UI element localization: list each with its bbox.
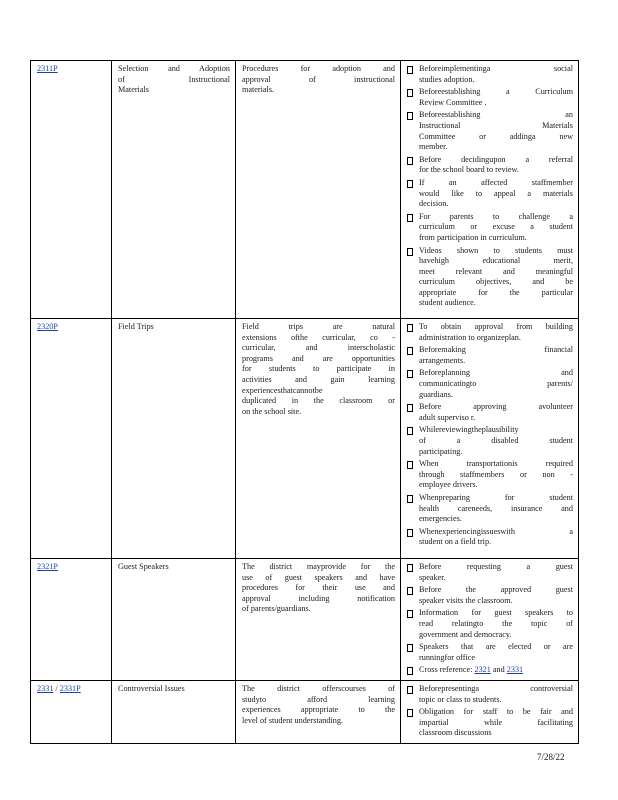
list-item-line: Committee or addinga new bbox=[419, 131, 573, 141]
policy-description bbox=[242, 684, 395, 726]
policy-title-cell bbox=[112, 319, 236, 559]
policy-page bbox=[30, 60, 578, 744]
list-item bbox=[407, 707, 573, 739]
policy-code-cell bbox=[31, 680, 112, 743]
policy-title-cell bbox=[112, 61, 236, 319]
list-item-line: member. bbox=[419, 142, 448, 152]
policy-code-cell bbox=[31, 61, 112, 319]
list-item-line: communicatingto parents/ bbox=[419, 378, 573, 388]
list-item bbox=[407, 665, 573, 676]
procedure-items-cell bbox=[401, 680, 579, 743]
bullet-box-icon bbox=[407, 347, 413, 355]
list-item-line: student audience. bbox=[419, 298, 476, 308]
list-item-line: Instructional Materials bbox=[419, 120, 573, 130]
list-item bbox=[407, 425, 573, 457]
list-item-line: havehigh educational merit, bbox=[419, 256, 573, 266]
bullet-box-icon bbox=[407, 427, 413, 435]
list-item-line: student on a field trip. bbox=[419, 537, 492, 547]
policy-description-line: materials. bbox=[242, 85, 275, 95]
list-item-line: for the school board to review. bbox=[419, 165, 519, 175]
policy-description-line: on the school site. bbox=[242, 406, 302, 416]
policy-code-separator: / bbox=[53, 683, 60, 693]
policy-description-line: activities and gain learning bbox=[242, 374, 395, 384]
list-item-line: Whenexperiencingissueswith a bbox=[419, 526, 573, 536]
list-item bbox=[407, 459, 573, 491]
policy-title-line: Controversial Issues bbox=[118, 683, 185, 693]
policy-description-line: Field trips are natural bbox=[242, 322, 395, 331]
list-item-line: When transportationis required bbox=[419, 459, 573, 469]
policy-description-line: approval including notification bbox=[242, 593, 395, 603]
list-item-line: Information for guest speakers to bbox=[419, 608, 573, 618]
policy-description-line: duplicated in the classroom or bbox=[242, 396, 395, 406]
list-item-line: topic or class to students. bbox=[419, 694, 502, 704]
bullet-box-icon bbox=[407, 529, 413, 537]
list-item-line: adult superviso r. bbox=[419, 412, 476, 422]
policy-title bbox=[118, 684, 230, 695]
bullet-box-icon bbox=[407, 157, 413, 165]
policy-code-cell bbox=[31, 559, 112, 681]
bullet-box-icon bbox=[407, 667, 413, 675]
policy-title-line: Field Trips bbox=[118, 322, 154, 331]
list-item-line: health careneeds, insurance and bbox=[419, 503, 573, 513]
bullet-box-icon bbox=[407, 404, 413, 412]
policy-row bbox=[31, 559, 579, 681]
list-item-line: government and democracy. bbox=[419, 629, 512, 639]
list-item-line: read relatingto the topic of bbox=[419, 618, 573, 628]
bullet-box-icon bbox=[407, 495, 413, 503]
list-item bbox=[407, 110, 573, 152]
policy-title bbox=[118, 562, 230, 573]
list-item-line: For parents to challenge a bbox=[419, 211, 573, 221]
list-item bbox=[407, 642, 573, 663]
list-item-line: decision. bbox=[419, 199, 449, 209]
bullet-box-icon bbox=[407, 564, 413, 572]
policy-title-cell bbox=[112, 680, 236, 743]
list-item-line: To obtain approval from building bbox=[419, 322, 573, 331]
policy-code-cell bbox=[31, 319, 112, 559]
procedure-list bbox=[407, 562, 573, 676]
policy-code-link[interactable]: 2321P bbox=[37, 562, 58, 571]
bullet-box-icon bbox=[407, 610, 413, 618]
list-item-line: participating. bbox=[419, 446, 463, 456]
bullet-box-icon bbox=[407, 66, 413, 74]
list-item-line: classroom discussions bbox=[419, 728, 492, 738]
procedure-items-cell bbox=[401, 61, 579, 319]
list-item bbox=[407, 368, 573, 400]
policy-description-line: procedures for their use and bbox=[242, 583, 395, 593]
list-item bbox=[407, 322, 573, 343]
policy-code-link[interactable]: 2320P bbox=[37, 322, 58, 331]
list-item bbox=[407, 155, 573, 176]
policy-title-cell bbox=[112, 559, 236, 681]
bullet-box-icon bbox=[407, 324, 413, 332]
list-item-line: speaker. bbox=[419, 572, 446, 582]
policy-title-line: Guest Speakers bbox=[118, 562, 169, 571]
policy-description-line: level of student understanding. bbox=[242, 715, 343, 725]
policy-code-link[interactable]: 2331 bbox=[37, 683, 54, 693]
bullet-box-icon bbox=[407, 461, 413, 469]
list-item-line: curriculum or excuse a student bbox=[419, 222, 573, 232]
list-item-line: curriculum objectives, and be bbox=[419, 277, 573, 287]
list-item-line: guardians. bbox=[419, 389, 453, 399]
policy-description-line: of parents/guardians. bbox=[242, 604, 311, 614]
policy-description-cell bbox=[236, 61, 401, 319]
policy-title-line: Materials bbox=[118, 85, 149, 95]
list-item-line: emergencies. bbox=[419, 514, 462, 524]
list-item-line: Beforepresentinga controversial bbox=[419, 683, 573, 693]
list-item-line: Review Committee . bbox=[419, 97, 487, 107]
list-item bbox=[407, 212, 573, 244]
list-item bbox=[407, 402, 573, 423]
policy-description-line: curricular, and interscholastic bbox=[242, 343, 395, 353]
list-item bbox=[407, 246, 573, 310]
list-item-line: speaker visits the classroom. bbox=[419, 595, 513, 605]
list-item bbox=[407, 493, 573, 525]
list-item bbox=[407, 527, 573, 548]
policy-title-line: Selection and Adoption bbox=[118, 64, 230, 73]
policy-description-line: experiencesthatcannotbe bbox=[242, 385, 323, 395]
policy-description-line: for students to participate in bbox=[242, 364, 395, 374]
list-item-line: of a disabled student bbox=[419, 435, 573, 445]
list-item-line: If an affected staffmember bbox=[419, 177, 573, 187]
list-item bbox=[407, 64, 573, 85]
list-item bbox=[407, 608, 573, 640]
list-item-line: Whenpreparing for student bbox=[419, 492, 573, 502]
policy-code-link[interactable]: 2331P bbox=[59, 683, 81, 693]
list-item-line: Beforemaking financial bbox=[419, 345, 573, 355]
list-item bbox=[407, 345, 573, 366]
policy-description bbox=[242, 562, 395, 615]
list-item-line: Before requesting a guest bbox=[419, 562, 573, 571]
list-item bbox=[407, 684, 573, 705]
list-item-line: appropriate for the particular bbox=[419, 287, 573, 297]
list-item-line: would like to appeal a materials bbox=[419, 188, 573, 198]
policy-description-line: The district offerscourses of bbox=[242, 683, 395, 693]
footer-date: 7/28/22 bbox=[537, 752, 565, 762]
procedure-items-cell bbox=[401, 559, 579, 681]
policy-code-link[interactable]: 2311P bbox=[37, 64, 58, 73]
list-item-line: Beforeestablishing a Curriculum bbox=[419, 87, 573, 97]
list-item bbox=[407, 585, 573, 606]
policy-description-cell bbox=[236, 559, 401, 681]
procedure-list bbox=[407, 684, 573, 739]
list-item-line: Beforeplanning and bbox=[419, 368, 573, 378]
list-item-line: Beforeestablishing an bbox=[419, 110, 573, 120]
bullet-box-icon bbox=[407, 587, 413, 595]
policy-description-line: approval of instructional bbox=[242, 74, 395, 84]
bullet-box-icon bbox=[407, 214, 413, 222]
policy-description bbox=[242, 64, 395, 96]
policy-description-cell bbox=[236, 319, 401, 559]
policy-description-line: use of guest speakers and have bbox=[242, 572, 395, 582]
list-item-line: Cross reference: 2321 and 2331 bbox=[419, 665, 524, 675]
bullet-box-icon bbox=[407, 370, 413, 378]
list-item bbox=[407, 562, 573, 583]
list-item-line: Videos shown to students must bbox=[419, 245, 573, 255]
bullet-box-icon bbox=[407, 112, 413, 120]
list-item-line: runningfor office bbox=[419, 652, 476, 662]
procedure-list bbox=[407, 64, 573, 309]
list-item-line: Before the approved guest bbox=[419, 585, 573, 595]
bullet-box-icon bbox=[407, 89, 413, 97]
policy-row bbox=[31, 61, 579, 319]
list-item bbox=[407, 87, 573, 108]
policy-row bbox=[31, 319, 579, 559]
list-item-line: from participation in curriculum. bbox=[419, 232, 527, 242]
list-item-line: Before approving avolunteer bbox=[419, 402, 573, 412]
cross-reference-link[interactable]: 2331 bbox=[506, 665, 524, 675]
cross-reference-link[interactable]: 2321 bbox=[474, 665, 491, 675]
policy-table bbox=[30, 60, 579, 744]
list-item-line: employee drivers. bbox=[419, 480, 478, 490]
policy-title bbox=[118, 322, 230, 333]
policy-description-line: The district mayprovide for the bbox=[242, 562, 395, 571]
list-item-line: studies adoption. bbox=[419, 74, 475, 84]
list-item-line: Before decidingupon a referral bbox=[419, 154, 573, 164]
policy-description-line: extensions ofthe curricular, co - bbox=[242, 332, 395, 342]
list-item-line: Beforeimplementinga social bbox=[419, 64, 573, 73]
list-item-line: through staffmembers or non - bbox=[419, 469, 573, 479]
policy-description-line: programs and are opportunities bbox=[242, 353, 395, 363]
policy-title bbox=[118, 64, 230, 96]
policy-description-line: studyto afford learning bbox=[242, 694, 395, 704]
policy-description bbox=[242, 322, 395, 417]
policy-description-cell bbox=[236, 680, 401, 743]
list-item-line: Obligation for staff to be fair and bbox=[419, 707, 573, 717]
list-item-line: arrangements. bbox=[419, 355, 466, 365]
list-item-line: administration to organizeplan. bbox=[419, 332, 521, 342]
bullet-box-icon bbox=[407, 248, 413, 256]
policy-row bbox=[31, 680, 579, 743]
bullet-box-icon bbox=[407, 644, 413, 652]
bullet-box-icon bbox=[407, 180, 413, 188]
bullet-box-icon bbox=[407, 709, 413, 717]
procedure-items-cell bbox=[401, 319, 579, 559]
list-item-line: Whilereviewingtheplausibility bbox=[419, 425, 519, 435]
list-item bbox=[407, 178, 573, 210]
list-item-line: meet relevant and meaningful bbox=[419, 266, 573, 276]
policy-description-line: experiences appropriate to the bbox=[242, 705, 395, 715]
policy-description-line: Procedures for adoption and bbox=[242, 64, 395, 73]
bullet-box-icon bbox=[407, 686, 413, 694]
list-item-line: impartial while facilitating bbox=[419, 717, 573, 727]
policy-title-line: of Instructional bbox=[118, 74, 230, 84]
list-item-line: Speakers that are elected or are bbox=[419, 642, 573, 652]
procedure-list bbox=[407, 322, 573, 548]
